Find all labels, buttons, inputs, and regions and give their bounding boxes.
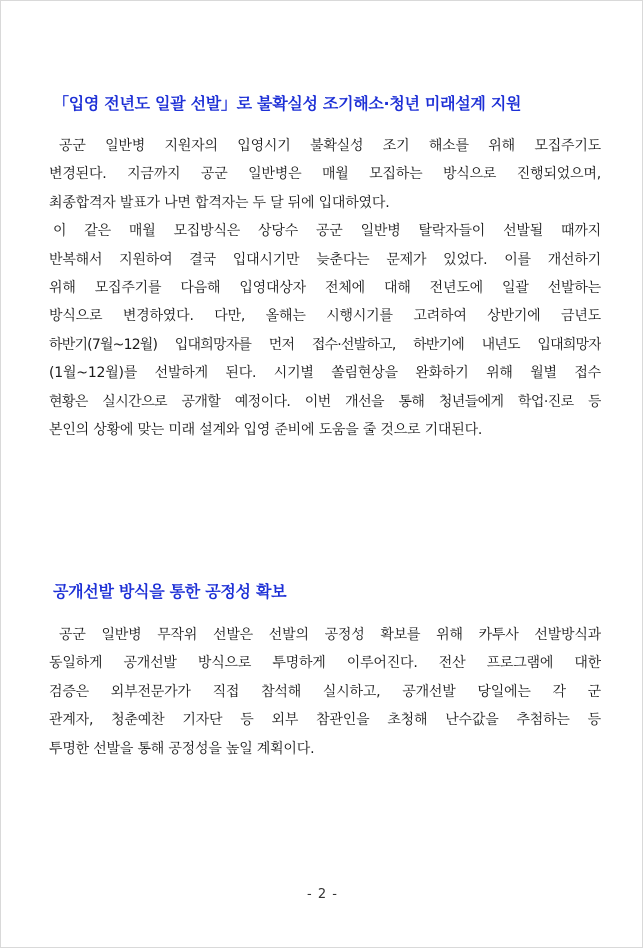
paragraph-line: 변경된다. 지금까지 공군 일반병은 매월 모집하는 방식으로 진행되었으며, [49, 166, 601, 183]
paragraph-line: 이 같은 매월 모집방식은 상당수 공군 일반병 탈락자들이 선발될 때까지 [53, 223, 601, 240]
paragraph-line: 공군 일반병 지원자의 입영시기 불확실성 조기 해소를 위해 모집주기도 [59, 138, 601, 154]
paragraph-line: 위해 모집주기를 다음해 입영대상자 전체에 대해 전년도에 일괄 선발하는 [49, 280, 601, 297]
paragraph-line: 본인의 상황에 맞는 미래 설계와 입영 준비에 도움을 줄 것으로 기대된다. [49, 422, 483, 439]
paragraph-line: 투명한 선발을 통해 공정성을 높일 계획이다. [49, 740, 315, 757]
paragraph-line: 현황은 실시간으로 공개할 예정이다. 이번 개선을 통해 청년들에게 학업·진로 등 [49, 393, 601, 410]
paragraph-line: 방식으로 변경하였다. 다만, 올해는 시행시기를 고려하여 상반기에 금년도 [49, 308, 601, 325]
paragraph-line: (1월~12월)를 선발하게 된다. 시기별 쏠림현상을 완화하기 위해 월별 접수 [49, 365, 601, 382]
section-heading-lottery-timing: 「입영 전년도 일괄 선발」로 불확실성 조기해소·청년 미래설계 지원 [53, 94, 522, 113]
paragraph-line: 반복해서 지원하여 결국 입대시기만 늦춘다는 문제가 있었다. 이를 개선하기 [49, 251, 601, 268]
section-body-lottery-timing [49, 132, 601, 444]
page-number: - 2 - [307, 887, 338, 902]
paragraph-line: 최종합격자 발표가 나면 합격자는 두 달 뒤에 입대하였다. [49, 194, 390, 211]
section-body-public-selection [49, 621, 601, 763]
paragraph-line: 하반기(7월~12월) 입대희망자를 먼저 접수·선발하고, 하반기에 내년도 입대희망자 [49, 336, 601, 353]
paragraph-line: 검증은 외부전문가가 직접 참석해 실시하고, 공개선발 당일에는 각 군 [49, 683, 601, 700]
section-heading-public-selection: 공개선발 방식을 통한 공정성 확보 [53, 582, 287, 601]
paragraph-line: 동일하게 공개선발 방식으로 투명하게 이루어진다. 전산 프로그램에 대한 [49, 655, 601, 672]
paragraph-line: 공군 일반병 무작위 선발은 선발의 공정성 확보를 위해 카투사 선발방식과 [59, 627, 601, 643]
paragraph-line: 관계자, 청춘예찬 기자단 등 외부 참관인을 초청해 난수값을 추첨하는 등 [49, 712, 601, 729]
